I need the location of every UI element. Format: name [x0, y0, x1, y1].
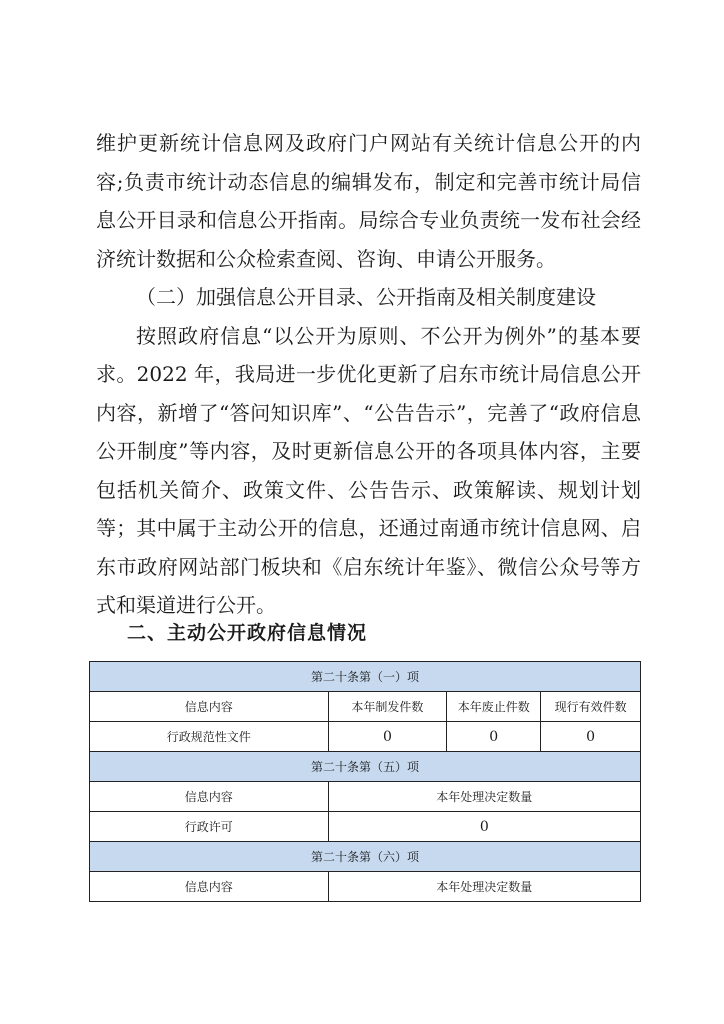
row-label: 行政许可	[90, 812, 329, 842]
header-cell: 本年制发件数	[328, 692, 447, 722]
section-title-5: 第二十条第（五）项	[90, 752, 641, 782]
body-text	[96, 124, 641, 625]
section-heading: 二、主动公开政府信息情况	[127, 622, 368, 644]
value-cell: 0	[328, 722, 447, 752]
table-section-row	[90, 662, 641, 692]
value-cell: 0	[328, 812, 640, 842]
table-section-row	[90, 842, 641, 872]
header-cell: 信息内容	[90, 692, 329, 722]
value-cell: 0	[447, 722, 541, 752]
section-title-6: 第二十条第（六）项	[90, 842, 641, 872]
header-cell: 本年处理决定数量	[328, 782, 640, 812]
header-cell: 信息内容	[90, 782, 329, 812]
header-cell: 信息内容	[90, 872, 329, 902]
value-cell: 0	[541, 722, 641, 752]
subsection-heading: （二）加强信息公开目录、公开指南及相关制度建设	[136, 285, 596, 309]
table-row	[90, 722, 641, 752]
header-cell: 现行有效件数	[541, 692, 641, 722]
table-header-row	[90, 782, 641, 812]
table-row	[90, 812, 641, 842]
disclosure-table	[89, 661, 641, 902]
table-header-row	[90, 692, 641, 722]
header-cell: 本年废止件数	[447, 692, 541, 722]
header-cell: 本年处理决定数量	[328, 872, 640, 902]
paragraph-duties: 维护更新统计信息网及政府门户网站有关统计信息公开的内容;负责市统计动态信息的编辑发布，制定和完善市统计局信息公开目录和信息公开指南。局综合专业负责统一发布社会经济统计数据和公众检索查阅、咨询、申请公开服务。	[96, 131, 641, 271]
table-section-row	[90, 752, 641, 782]
section-title-1: 第二十条第（一）项	[90, 662, 641, 692]
row-label: 行政规范性文件	[90, 722, 329, 752]
table-header-row	[90, 872, 641, 902]
paragraph-directory: 按照政府信息“以公开为原则、不公开为例外”的基本要求。2022 年，我局进一步优化更新了启东市统计局信息公开内容，新增了“答问知识库”、“公告告示”，完善了“政府信息公开制度”等内容，及时更新信息公开的各项具体内容，主要包括机关简介、政策文件、公告告示、政策解读、规划计划等；其中属于主动公开的信息，还通过南通市统计信息网、启东市政府网站部门板块和《启东统计年鉴》、微信公众号等方式和渠道进行公开。	[96, 323, 641, 617]
